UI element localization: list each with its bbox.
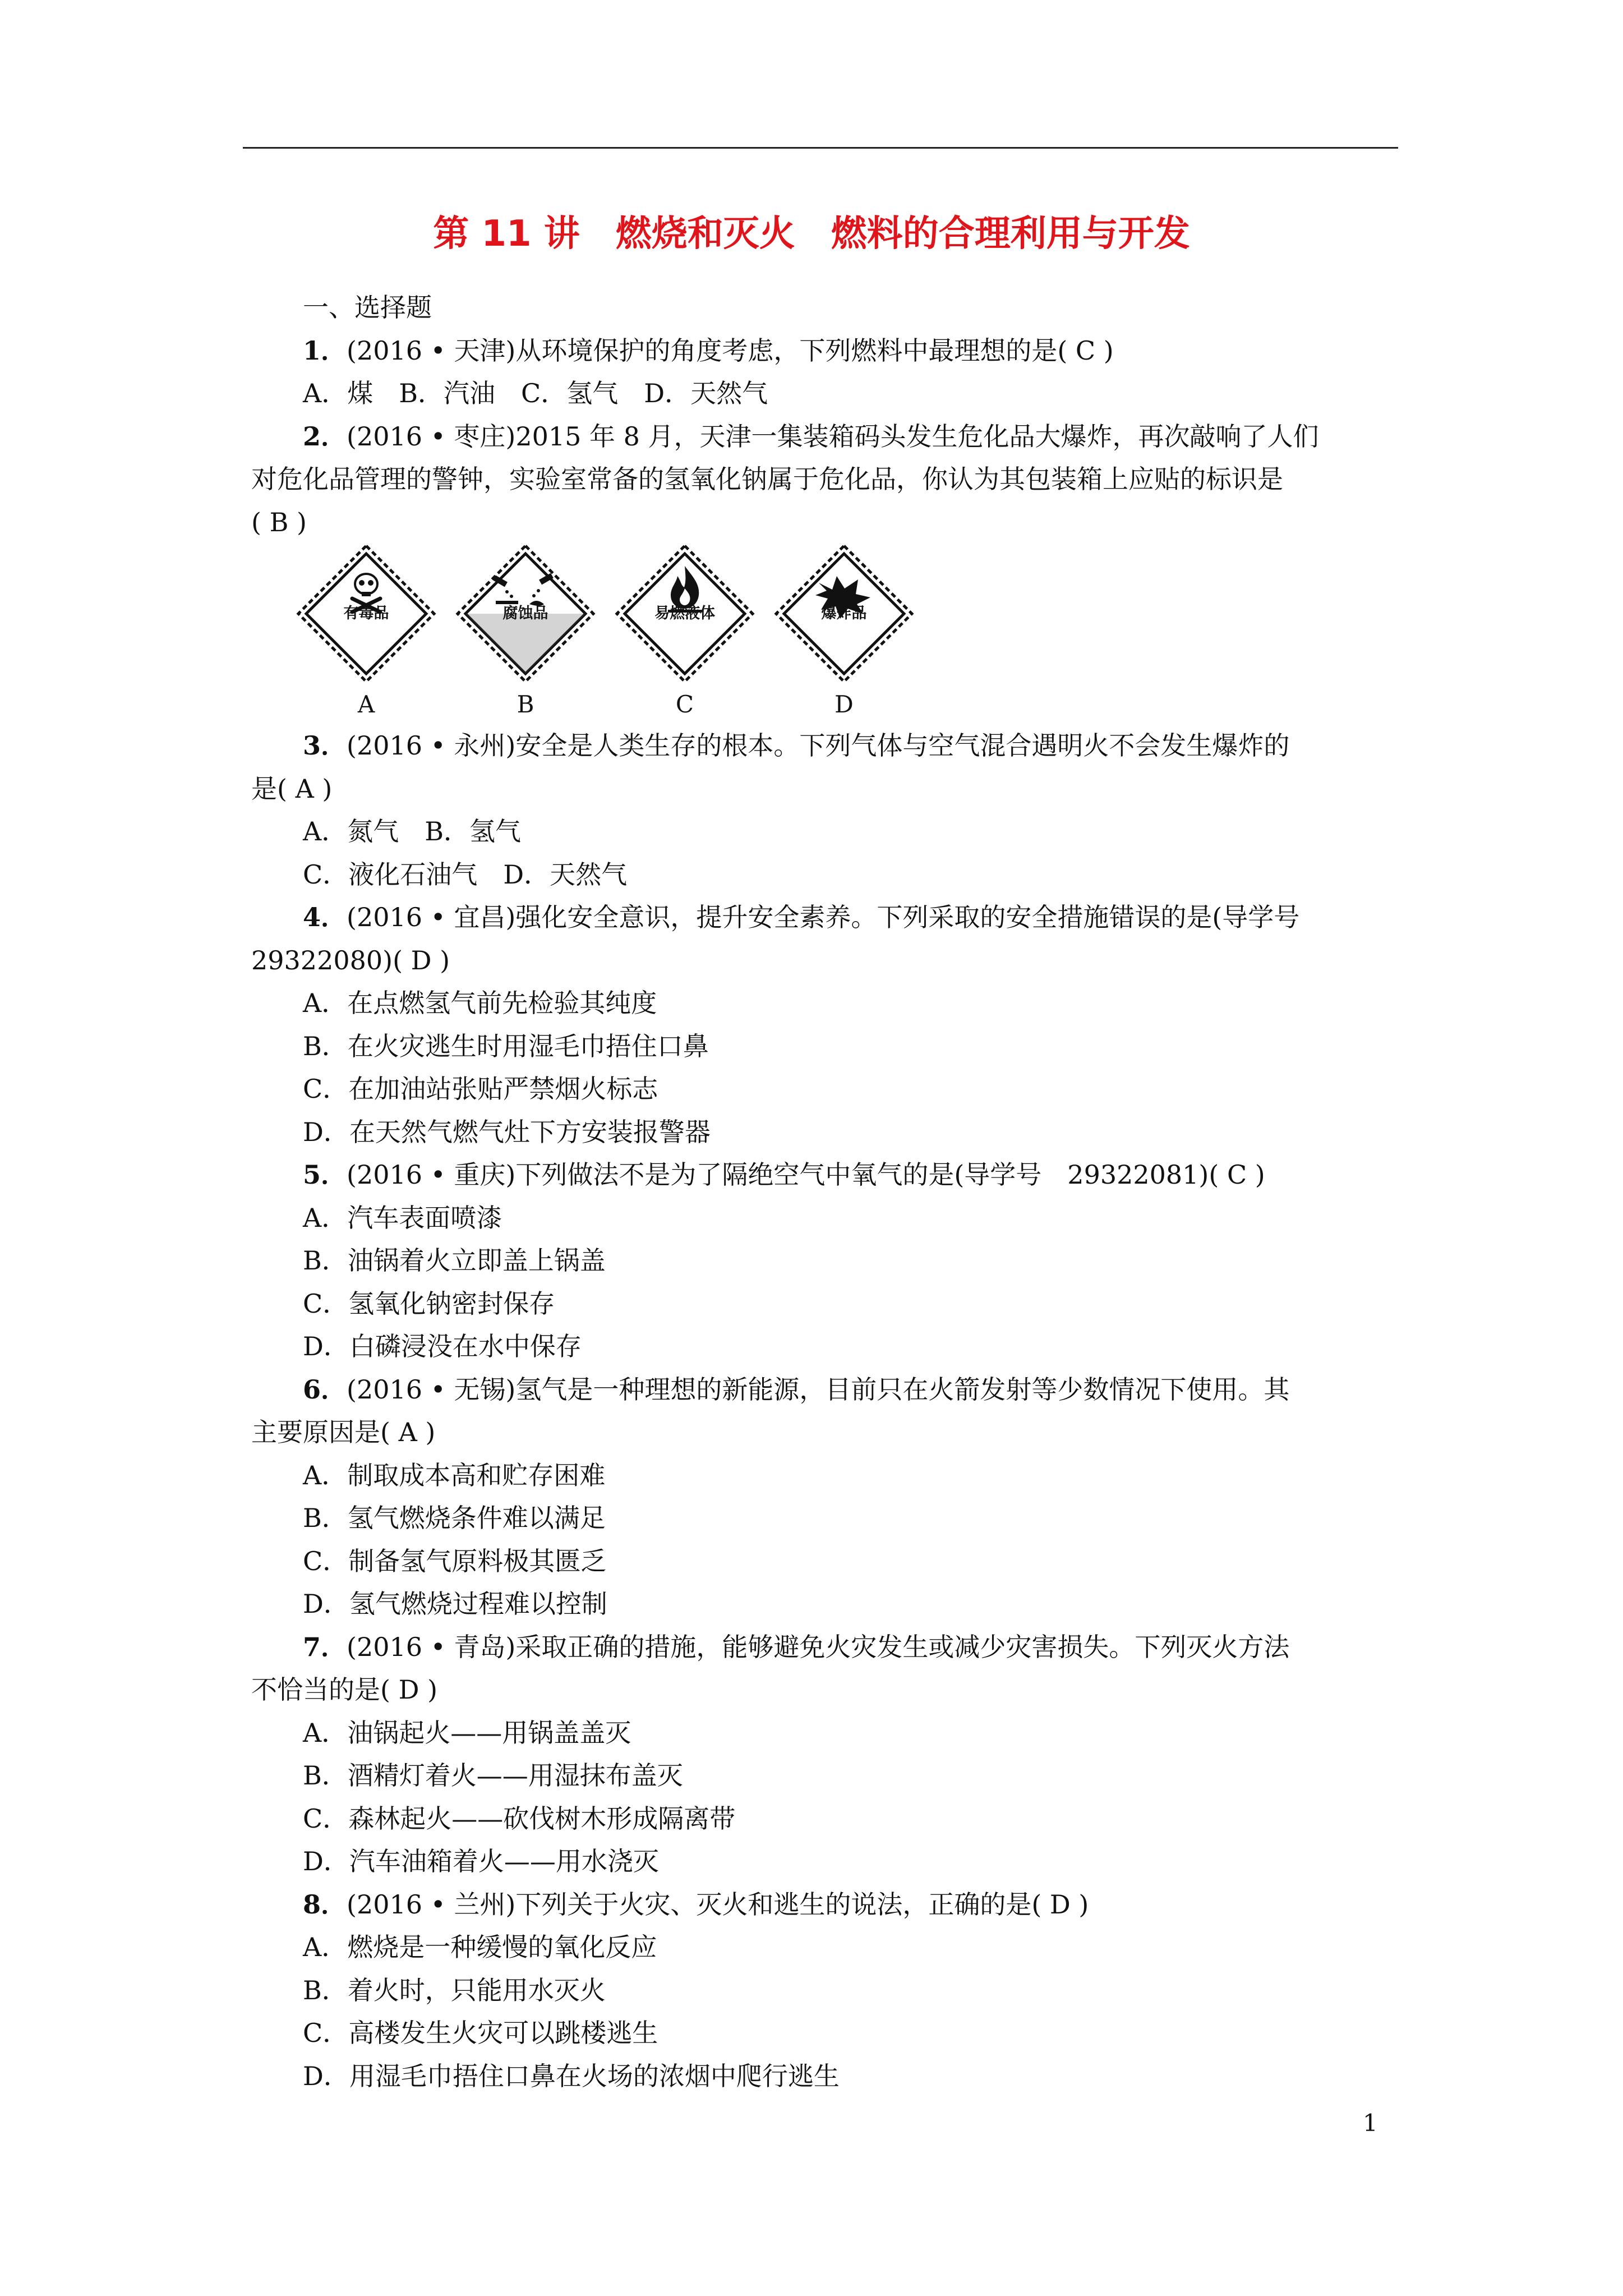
- question-4-number: 4．: [303, 902, 347, 932]
- question-7-text: (2016 • 青岛)采取正确的措施，能够避免火灾发生或减少灾害损失。下列灭火方法: [347, 1631, 1290, 1662]
- question-8-text: (2016 • 兰州)下列关于火灾、灭火和逃生的说法，正确的是( D ): [347, 1889, 1089, 1920]
- question-8-stem: [251, 1883, 1401, 1926]
- page-title: 第 11 讲 燃烧和灭火 燃料的合理利用与开发: [433, 213, 1190, 255]
- question-1-number: 1．: [303, 335, 347, 366]
- question-5-number: 5．: [303, 1159, 347, 1190]
- question-3-options-row-2: C．液化石油气 D．天然气: [303, 859, 628, 890]
- hazard-sign-a-letter: A: [357, 691, 375, 718]
- question-1-text: (2016 • 天津)从环境保护的角度考虑，下列燃料中最理想的是( C ): [347, 335, 1114, 366]
- hazard-sign-a-label: 有毒品: [343, 605, 389, 622]
- question-3-options-row-1: A．氮气 B．氢气: [303, 816, 522, 846]
- question-4-text: (2016 • 宜昌)强化安全意识，提升安全素养。下列采取的安全措施错误的是(导学号: [347, 902, 1300, 932]
- hazard-sign-c-letter: C: [675, 691, 694, 718]
- question-3-stem: [251, 724, 1401, 767]
- hazard-sign-c-label: 易燃液体: [654, 605, 715, 622]
- question-2-stem: [251, 415, 1401, 458]
- hazard-signs: [251, 544, 1401, 724]
- question-list: [251, 286, 1401, 2097]
- question-2-stem-cont: 对危化品管理的警钟，实验室常备的氢氧化钠属于危化品，你认为其包装箱上应贴的标识是: [251, 464, 1283, 494]
- hazard-sign-d-letter: D: [834, 691, 854, 718]
- section-heading: 一、选择题: [303, 292, 432, 323]
- question-7-option-b: B．酒精灯着火——用湿抹布盖灭: [303, 1760, 683, 1791]
- question-3-text: (2016 • 永州)安全是人类生存的根本。下列气体与空气混合遇明火不会发生爆炸的: [347, 730, 1290, 761]
- hazard-sign-b-letter: B: [517, 691, 534, 718]
- hazard-sign-d-label: 爆炸品: [821, 605, 867, 622]
- question-8-option-a: A．燃烧是一种缓慢的氧化反应: [303, 1932, 657, 1962]
- question-4-option-a: A．在点燃氢气前先检验其纯度: [303, 988, 657, 1018]
- question-7-stem: [251, 1626, 1401, 1669]
- question-2-text: (2016 • 枣庄)2015 年 8 月，天津一集装箱码头发生危化品大爆炸，再次敲响了人们: [347, 421, 1319, 452]
- question-7-stem-cont: 不恰当的是( D ): [251, 1674, 438, 1705]
- question-4-option-b: B．在火灾逃生时用湿毛巾捂住口鼻: [303, 1030, 709, 1061]
- question-5-option-d: D．白磷浸没在水中保存: [303, 1331, 582, 1361]
- hazard-sign-a: [296, 544, 436, 724]
- header-rule: [243, 147, 1398, 149]
- hazard-sign-b: [455, 544, 596, 724]
- question-6-number: 6．: [303, 1374, 347, 1405]
- question-4-stem: [251, 896, 1401, 939]
- question-1-options: A．煤 B．汽油 C．氢气 D．天然气: [303, 378, 768, 408]
- question-8-number: 8．: [303, 1889, 347, 1920]
- hazard-sign-c: [615, 544, 755, 724]
- question-7-option-a: A．油锅起火——用锅盖盖灭: [303, 1717, 631, 1748]
- question-4-stem-cont: 29322080)( D ): [251, 945, 450, 976]
- question-7-number: 7．: [303, 1631, 347, 1662]
- question-6-stem: [251, 1368, 1401, 1411]
- hazard-sign-b-label: 腐蚀品: [502, 605, 548, 622]
- question-4-option-d: D．在天然气燃气灶下方安装报警器: [303, 1116, 711, 1147]
- question-6-option-b: B．氢气燃烧条件难以满足: [303, 1503, 606, 1533]
- question-6-option-d: D．氢气燃烧过程难以控制: [303, 1589, 607, 1619]
- hazard-sign-d: [774, 544, 914, 724]
- question-5-option-c: C．氢氧化钠密封保存: [303, 1288, 555, 1319]
- question-7-option-c: C．森林起火——砍伐树木形成隔离带: [303, 1803, 736, 1834]
- question-3-stem-cont: 是( A ): [251, 773, 333, 804]
- question-6-text: (2016 • 无锡)氢气是一种理想的新能源，目前只在火箭发射等少数情况下使用。其: [347, 1374, 1290, 1405]
- question-5-stem: [251, 1153, 1401, 1197]
- question-5-option-b: B．油锅着火立即盖上锅盖: [303, 1245, 606, 1276]
- question-6-option-a: A．制取成本高和贮存困难: [303, 1460, 606, 1490]
- question-8-option-c: C．高楼发生火灾可以跳楼逃生: [303, 2018, 658, 2048]
- question-5-option-a: A．汽车表面喷漆: [303, 1202, 502, 1233]
- question-8-option-b: B．着火时，只能用水灭火: [303, 1975, 606, 2005]
- question-2-number: 2．: [303, 421, 347, 452]
- question-4-option-c: C．在加油站张贴严禁烟火标志: [303, 1074, 658, 1104]
- question-1-stem: [251, 329, 1401, 372]
- question-3-number: 3．: [303, 730, 347, 761]
- question-7-option-d: D．汽车油箱着火——用水浇灭: [303, 1846, 659, 1876]
- question-8-option-d: D．用湿毛巾捂住口鼻在火场的浓烟中爬行逃生: [303, 2060, 840, 2091]
- question-6-stem-cont: 主要原因是( A ): [251, 1417, 436, 1447]
- page-number: 1: [1363, 2109, 1378, 2137]
- question-6-option-c: C．制备氢气原料极其匮乏: [303, 1545, 607, 1576]
- question-2-answer: ( B ): [251, 507, 307, 537]
- question-5-text: (2016 • 重庆)下列做法不是为了隔绝空气中氧气的是(导学号 29322081)( C ): [347, 1159, 1265, 1190]
